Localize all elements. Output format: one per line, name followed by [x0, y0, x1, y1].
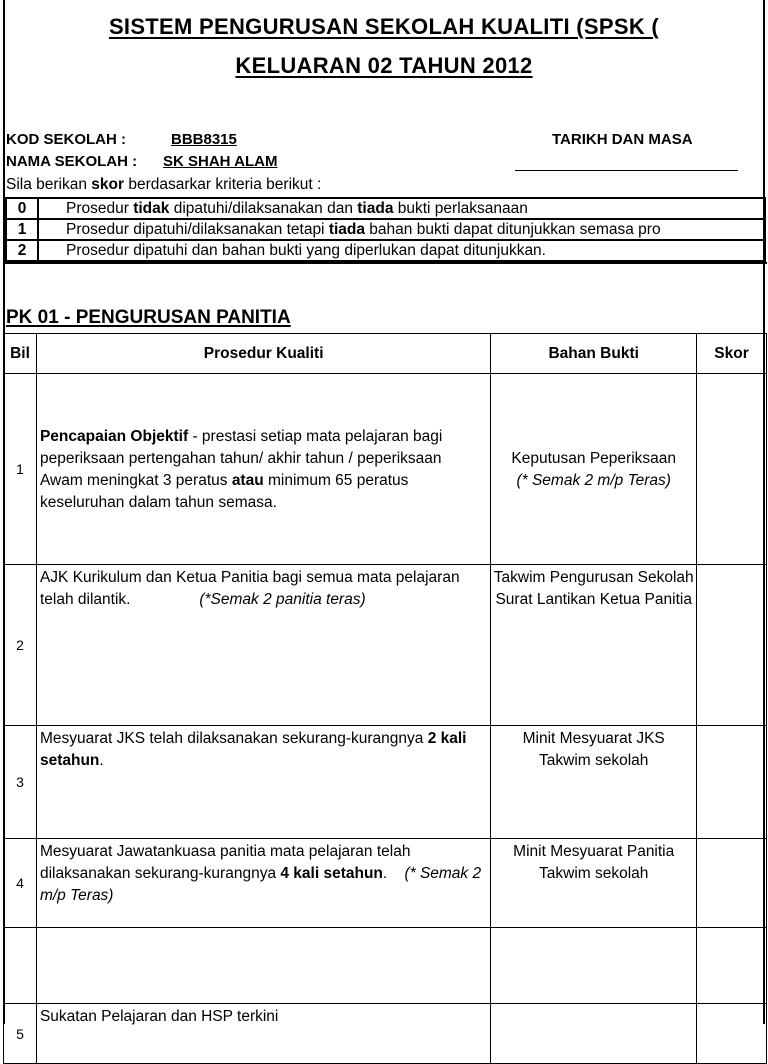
- instruction-text: Sila berikan skor berdasarkar kriteria berikut :: [6, 176, 322, 193]
- procedure-text: Sukatan Pelajaran dan HSP terkini: [36, 1004, 490, 1064]
- row-number: 4: [4, 839, 37, 928]
- score-value: 2: [6, 240, 38, 261]
- procedure-text: Mesyuarat Jawatankuasa panitia mata pelajaran telah dilaksanakan sekurang-kurangnya 4 kali setahun. (* Semak 2 m/p Teras): [36, 839, 490, 928]
- kod-sekolah-label: KOD SEKOLAH :: [6, 131, 126, 148]
- tarikh-dan-masa-label: TARIKH DAN MASA: [552, 131, 693, 148]
- row-number: 1: [4, 374, 37, 565]
- procedure-text: Mesyuarat JKS telah dilaksanakan sekurang-kurangnya 2 kali setahun.: [36, 726, 490, 839]
- score-cell[interactable]: [697, 1004, 767, 1064]
- empty-cell: [491, 928, 697, 1004]
- procedure-text: AJK Kurikulum dan Ketua Panitia bagi semua mata pelajaran telah dilantik. (*Semak 2 panitia teras): [36, 565, 490, 726]
- row-number: 2: [4, 565, 37, 726]
- document-title-line2: KELUARAN 02 TAHUN 2012: [235, 53, 533, 78]
- nama-sekolah-value: SK SHAH ALAM: [163, 153, 278, 170]
- column-header-bukti: Bahan Bukti: [491, 334, 697, 374]
- evidence-text: Minit Mesyuarat Panitia Takwim sekolah: [491, 839, 697, 928]
- score-key-row: [6, 198, 765, 219]
- score-description: Prosedur dipatuhi dan bahan bukti yang diperlukan dapat ditunjukkan.: [38, 240, 765, 261]
- evidence-text: Takwim Pengurusan Sekolah Surat Lantikan Ketua Panitia: [491, 565, 697, 726]
- tarikh-dan-masa-field[interactable]: [515, 170, 738, 171]
- column-header-prosedur: Prosedur Kualiti: [36, 334, 490, 374]
- empty-cell: [36, 928, 490, 1004]
- divider: [3, 262, 767, 264]
- score-cell[interactable]: [697, 374, 767, 565]
- score-description: Prosedur dipatuhi/dilaksanakan tetapi tiada bahan bukti dapat ditunjukkan semasa pro: [38, 219, 765, 240]
- score-value: 0: [6, 198, 38, 219]
- score-key-table: [5, 197, 766, 262]
- procedure-text: Pencapaian Objektif - prestasi setiap mata pelajaran bagi peperiksaan pertengahan tahun/ akhir tahun / peperiksaan Awam meningkat 3 peratus atau minimum 65 peratus keseluruhan dalam tahun semasa.: [36, 374, 490, 565]
- table-row: [4, 928, 767, 1004]
- score-key-row: [6, 240, 765, 261]
- kod-sekolah-value: BBB8315: [171, 131, 237, 148]
- row-number: 3: [4, 726, 37, 839]
- row-number: 5: [4, 1004, 37, 1064]
- column-header-bil: Bil: [4, 334, 37, 374]
- evidence-text: [491, 1004, 697, 1064]
- section-title: PK 01 - PENGURUSAN PANITIA: [6, 307, 291, 328]
- table-row: [4, 726, 767, 839]
- score-cell[interactable]: [697, 565, 767, 726]
- nama-sekolah-label: NAMA SEKOLAH :: [6, 153, 138, 170]
- table-row: [4, 1004, 767, 1064]
- evidence-text: Keputusan Peperiksaan (* Semak 2 m/p Teras): [491, 374, 697, 565]
- table-header-row: [4, 334, 767, 374]
- column-header-skor: Skor: [697, 334, 767, 374]
- procedure-table: [3, 333, 767, 1064]
- score-cell[interactable]: [697, 726, 767, 839]
- score-key-row: [6, 219, 765, 240]
- score-cell[interactable]: [697, 839, 767, 928]
- score-cell[interactable]: [697, 928, 767, 1004]
- evidence-text: Minit Mesyuarat JKS Takwim sekolah: [491, 726, 697, 839]
- document-title-line1: SISTEM PENGURUSAN SEKOLAH KUALITI (SPSK (: [108, 14, 660, 39]
- table-row: [4, 374, 767, 565]
- score-value: 1: [6, 219, 38, 240]
- score-description: Prosedur tidak dipatuhi/dilaksanakan dan tiada bukti perlaksanaan: [38, 198, 765, 219]
- table-row: [4, 839, 767, 928]
- table-row: [4, 565, 767, 726]
- empty-cell: [4, 928, 37, 1004]
